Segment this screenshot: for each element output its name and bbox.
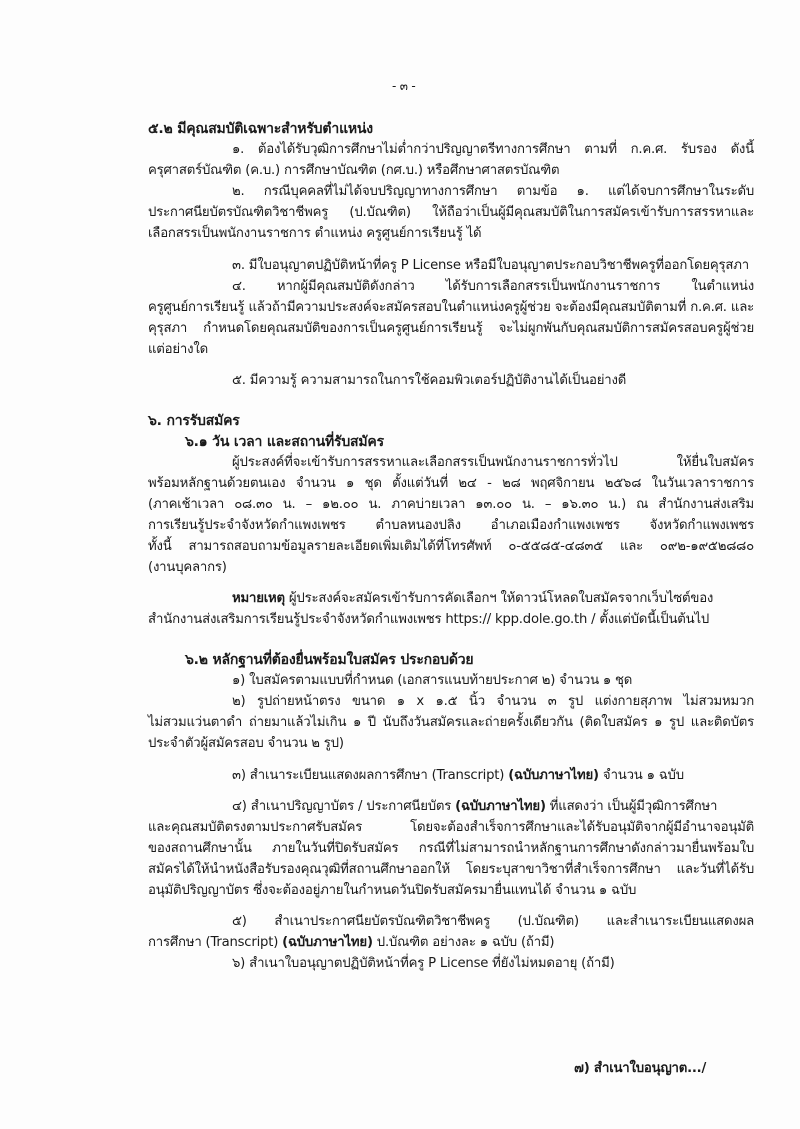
section-6-2-heading: ๖.๒ หลักฐานที่ต้องยื่นพร้อมใบสมัคร ประกอบด้วย: [185, 652, 474, 668]
section-6-1-para-line-6: (งานบุคลากร): [148, 560, 227, 575]
item-4-line-3: คุรุสภา กำหนดโดยคุณสมบัติของการเป็นครูศูนย์การเรียนรู้ จะไม่ผูกพันกับคุณสมบัติการสมัครสอบครูผู้ช่วย: [148, 321, 754, 336]
doc-item-4-line-4: สมัครได้ให้นำหนังสือรับรองคุณวุฒิที่สถานศึกษาออกให้ โดยระบุสาขาวิชาที่สำเร็จการศึกษา และวันที่ได้รับ: [148, 862, 754, 877]
item-4-line-1: ๔. หากผู้มีคุณสมบัติดังกล่าว ได้รับการเลือกสรรเป็นพนักงานราชการ ในตำแหน่ง: [232, 279, 754, 294]
note-line-1: [232, 589, 713, 609]
note-label: หมายเหตุ: [232, 591, 285, 606]
doc-item-5-tail: ป.บัณฑิต อย่างละ ๑ ฉบับ (ถ้ามี): [372, 935, 555, 950]
item-2-line-2: ประกาศนียบัตรบัณฑิตวิชาชีพครู (ป.บัณฑิต) ให้ถือว่าเป็นผู้มีคุณสมบัติในการสมัครเข้ารับการสรรหาและ: [148, 205, 754, 220]
doc-item-4-line-2: และคุณสมบัติตรงตามประกาศรับสมัคร โดยจะต้องสำเร็จการศึกษาและได้รับอนุมัติจากผู้มีอำนาจอนุมัติ: [148, 820, 754, 835]
item-1-line-1: ๑. ต้องได้รับวุฒิการศึกษาไม่ต่ำกว่าปริญญาตรีทางการศึกษา ตามที่ ก.ค.ศ. รับรอง ดังนี้: [232, 142, 754, 157]
item-2-line-3: เลือกสรรเป็นพนักงานราชการ ตำแหน่ง ครูศูนย์การเรียนรู้ ได้: [148, 226, 482, 241]
note-line-2: สำนักงานส่งเสริมการเรียนรู้ประจำจังหวัดกำแพงเพชร https:// kpp.dole.go.th / ตั้งแต่บัดนี้เป็นต้นไป: [148, 612, 710, 627]
page-number: - ๓ -: [392, 79, 416, 93]
section-6-1-para-line-5: ทั้งนี้ สามารถสอบถามข้อมูลรายละเอียดเพิ่มเติมได้ที่โทรศัพท์ ๐-๕๕๘๕-๔๘๓๕ และ ๐๙๒-๑๙๕๒๘๘๐: [148, 539, 754, 554]
item-2-line-1: ๒. กรณีบุคคลที่ไม่ได้จบปริญญาทางการศึกษา ตามข้อ ๑. แต่ได้จบการศึกษาในระดับ: [232, 184, 754, 199]
section-6-1-para-line-4: การเรียนรู้ประจำจังหวัดกำแพงเพชร ตำบลหนองปลิง อำเภอเมืองกำแพงเพชร จังหวัดกำแพงเพชร: [148, 518, 754, 533]
section-6-heading: ๖. การรับสมัคร: [148, 413, 240, 429]
doc-item-4-bold: (ฉบับภาษาไทย): [455, 799, 546, 814]
doc-item-4-line-1: [232, 797, 717, 817]
doc-item-3-text: ๓) สำเนาระเบียนแสดงผลการศึกษา (Transcript): [232, 768, 509, 783]
section-5-2-heading: ๕.๒ มีคุณสมบัติเฉพาะสำหรับตำแหน่ง: [148, 121, 373, 137]
item-5-line-1: ๕. มีความรู้ ความสามารถในการใช้คอมพิวเตอร์ปฏิบัติงานได้เป็นอย่างดี: [232, 373, 627, 388]
doc-item-4-line-3: ของสถานศึกษานั้น ภายในวันที่ปิดรับสมัคร กรณีที่ไม่สามารถนำหลักฐานการศึกษาดังกล่าวมายื่นพร้อมใบ: [148, 841, 754, 856]
doc-item-1: ๑) ใบสมัครตามแบบที่กำหนด (เอกสารแนบท้ายประกาศ ๒) จำนวน ๑ ชุด: [232, 673, 633, 688]
doc-item-3-bold: (ฉบับภาษาไทย): [508, 768, 599, 783]
doc-item-3-tail: จำนวน ๑ ฉบับ: [598, 768, 684, 783]
doc-item-2-line-1: ๒) รูปถ่ายหน้าตรง ขนาด ๑ x ๑.๕ นิ้ว จำนวน ๓ รูป แต่งกายสุภาพ ไม่สวมหมวก: [232, 694, 754, 709]
doc-item-5-line-1: ๕) สำเนาประกาศนียบัตรบัณฑิตวิชาชีพครู (ป.บัณฑิต) และสำเนาระเบียนแสดงผล: [232, 914, 754, 929]
section-6-1-para-line-2: พร้อมหลักฐานด้วยตนเอง จำนวน ๑ ชุด ตั้งแต่วันที่ ๒๔ - ๒๘ พฤศจิกายน ๒๕๖๘ ในวันเวลาราชการ: [148, 476, 754, 491]
doc-item-4-tail: ที่แสดงว่า เป็นผู้มีวุฒิการศึกษา: [545, 799, 718, 814]
note-text: ผู้ประสงค์จะสมัครเข้ารับการคัดเลือกฯ ให้ดาวน์โหลดใบสมัครจากเว็บไซต์ของ: [284, 591, 714, 606]
doc-item-4-text: ๔) สำเนาปริญญาบัตร / ประกาศนียบัตร: [232, 799, 456, 814]
section-6-1-para-line-3: (ภาคเช้าเวลา ๐๘.๓๐ น. – ๑๒.๐๐ น. ภาคบ่ายเวลา ๑๓.๐๐ น. – ๑๖.๓๐ น.) ณ สำนักงานส่งเสริม: [148, 497, 754, 512]
section-6-1-para-line-1: ผู้ประสงค์ที่จะเข้ารับการสรรหาและเลือกสรรเป็นพนักงานราชการทั่วไป ให้ยื่นใบสมัคร: [232, 455, 754, 470]
item-1-line-2: ครุศาสตร์บัณฑิต (ค.บ.) การศึกษาบัณฑิต (กศ.บ.) หรือศึกษาศาสตรบัณฑิต: [148, 163, 560, 178]
doc-item-5-text: การศึกษา (Transcript): [148, 935, 283, 950]
doc-item-6: ๖) สำเนาใบอนุญาตปฏิบัติหน้าที่ครู P License ที่ยังไม่หมดอายุ (ถ้ามี): [232, 956, 615, 971]
doc-item-5-bold: (ฉบับภาษาไทย): [282, 935, 373, 950]
item-4-line-4: แต่อย่างใด: [148, 342, 208, 357]
doc-item-3: [232, 766, 684, 786]
doc-item-2-line-3: ประจำตัวผู้สมัครสอบ จำนวน ๒ รูป): [148, 736, 344, 751]
doc-item-4-line-5: อนุมัติปริญญาบัตร ซึ่งจะต้องอยู่ภายในกำหนดวันปิดรับสมัครมายื่นแทนได้ จำนวน ๑ ฉบับ: [148, 883, 637, 898]
item-3-line-1: ๓. มีใบอนุญาตปฏิบัติหน้าที่ครู P License หรือมีใบอนุญาตประกอบวิชาชีพครูที่ออกโดยคุรุสภา: [232, 258, 749, 273]
item-4-line-2: ครูศูนย์การเรียนรู้ แล้วถ้ามีความประสงค์จะสมัครสอบในตำแหน่งครูผู้ช่วย จะต้องมีคุณสมบัติตามที่ ก.ค.ศ. และ: [148, 300, 754, 315]
continuation-footer: ๗) สำเนาใบอนุญาต.../: [574, 1061, 707, 1076]
doc-item-2-line-2: ไม่สวมแว่นตาดำ ถ่ายมาแล้วไม่เกิน ๑ ปี นับถึงวันสมัครและถ่ายครั้งเดียวกัน (ติดใบสมัคร ๑ รูป และติดบัตร: [148, 715, 754, 730]
section-6-1-heading: ๖.๑ วัน เวลา และสถานที่รับสมัคร: [185, 434, 384, 450]
doc-item-5-line-2: [148, 933, 554, 953]
